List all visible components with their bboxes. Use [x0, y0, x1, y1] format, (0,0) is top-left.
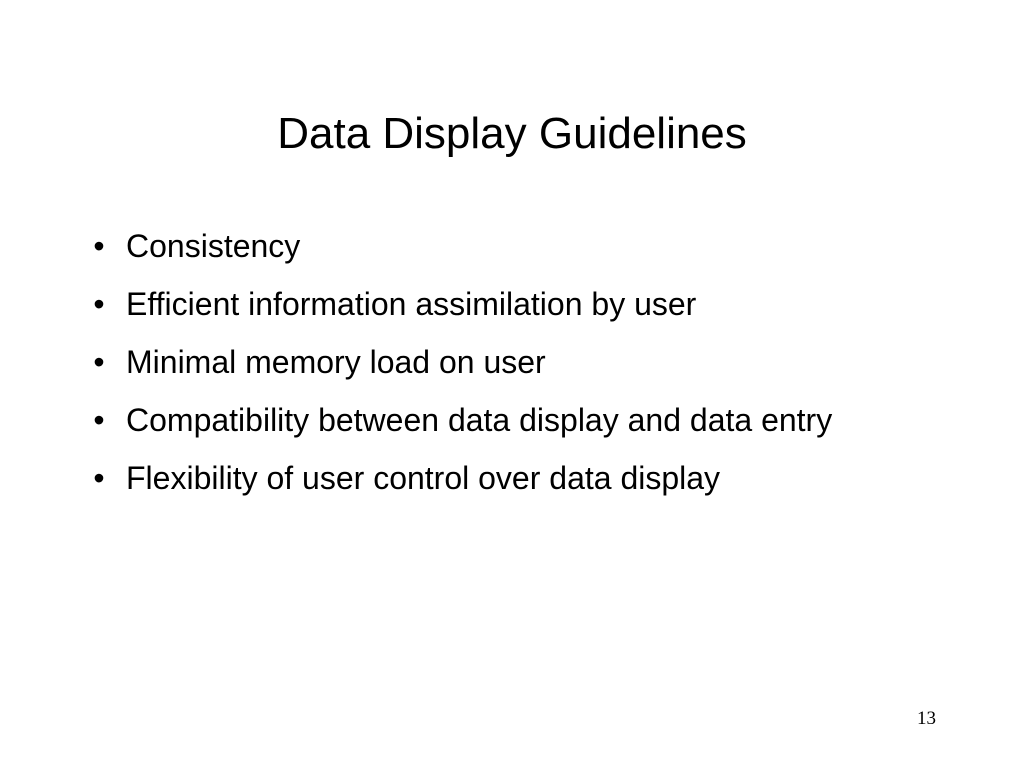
slide-title: Data Display Guidelines	[277, 109, 747, 158]
page-number: 13	[917, 708, 936, 729]
bullet-icon: •	[93, 228, 105, 264]
bullet-icon: •	[93, 344, 105, 380]
list-item	[84, 286, 924, 323]
bullet-icon: •	[93, 286, 105, 322]
list-item	[84, 402, 924, 439]
bullet-icon: •	[93, 460, 105, 496]
bullet-text: Consistency	[126, 228, 301, 264]
bullet-text: Minimal memory load on user	[126, 344, 546, 380]
bullet-text: Compatibility between data display and data entry	[126, 402, 833, 438]
bullet-text: Efficient information assimilation by user	[126, 286, 697, 322]
list-item	[84, 344, 924, 381]
bullet-text: Flexibility of user control over data display	[126, 460, 721, 496]
list-item	[84, 228, 924, 265]
bullet-list	[84, 228, 924, 518]
list-item	[84, 460, 924, 497]
bullet-icon: •	[93, 402, 105, 438]
